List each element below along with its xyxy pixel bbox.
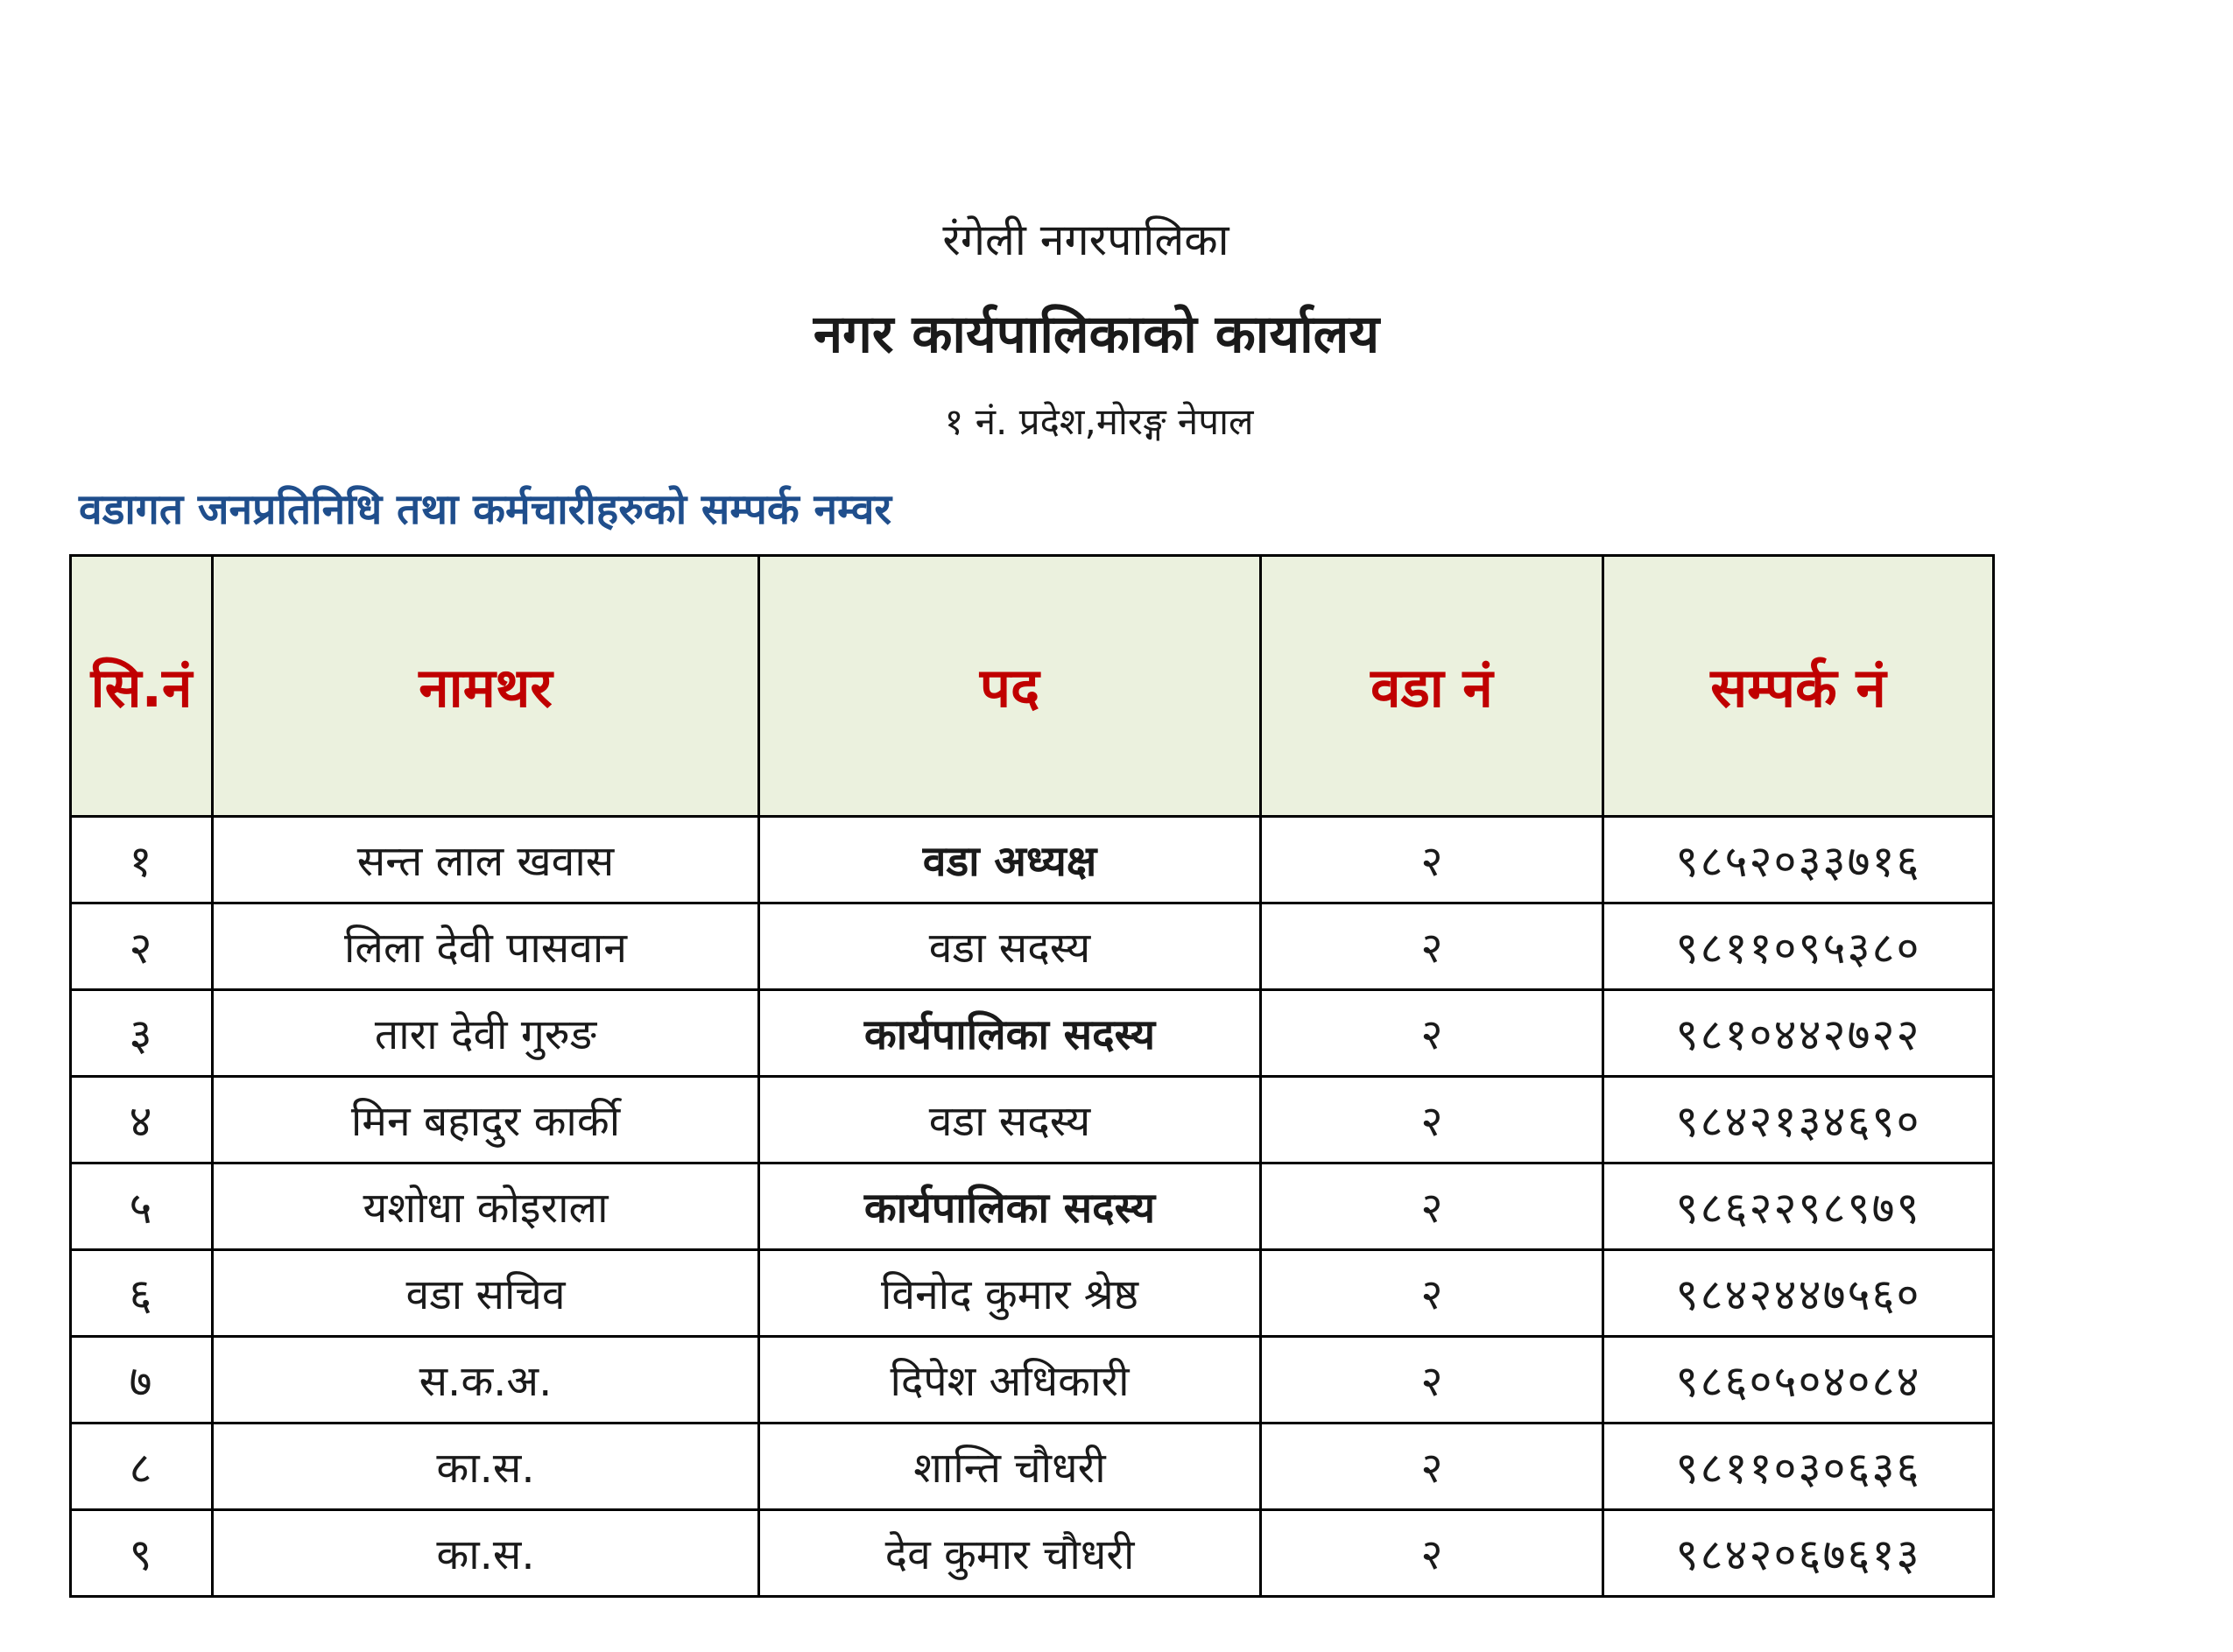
cell-ward: २ bbox=[1261, 1250, 1603, 1337]
cell-sn: ८ bbox=[71, 1424, 213, 1510]
cell-contact: ९८४२१३४६९० bbox=[1603, 1077, 1994, 1163]
cell-ward: २ bbox=[1261, 990, 1603, 1077]
cell-post: शान्ति चौधरी bbox=[759, 1424, 1261, 1510]
table-row bbox=[71, 1510, 1994, 1597]
col-header-name: नामथर bbox=[213, 556, 759, 817]
cell-sn: ७ bbox=[71, 1337, 213, 1424]
cell-post: दिपेश अधिकारी bbox=[759, 1337, 1261, 1424]
cell-contact: ९८६२२९८९७९ bbox=[1603, 1163, 1994, 1250]
table-row bbox=[71, 1163, 1994, 1250]
cell-contact: ९८११०३०६३६ bbox=[1603, 1424, 1994, 1510]
cell-name: का.स. bbox=[213, 1510, 759, 1597]
cell-post: वडा सदस्य bbox=[759, 903, 1261, 990]
cell-name: तारा देवी गुरुङ bbox=[213, 990, 759, 1077]
cell-sn: ६ bbox=[71, 1250, 213, 1337]
table-row bbox=[71, 1250, 1994, 1337]
cell-post: विनोद कुमार श्रेष्ठ bbox=[759, 1250, 1261, 1337]
col-header-contact: सम्पर्क नं bbox=[1603, 556, 1994, 817]
cell-name: सन्त लाल खवास bbox=[213, 817, 759, 903]
cell-name: यशोधा कोइराला bbox=[213, 1163, 759, 1250]
cell-contact: ९८४२४४७५६० bbox=[1603, 1250, 1994, 1337]
cell-ward: २ bbox=[1261, 817, 1603, 903]
cell-contact: ९८११०९५३८० bbox=[1603, 903, 1994, 990]
table-row bbox=[71, 817, 1994, 903]
municipality-name: रंगेली नगरपालिका bbox=[942, 214, 1229, 265]
cell-sn: ४ bbox=[71, 1077, 213, 1163]
contact-table bbox=[69, 554, 1995, 1598]
cell-ward: २ bbox=[1261, 1510, 1603, 1597]
cell-contact: ९८४२०६७६१३ bbox=[1603, 1510, 1994, 1597]
cell-name: का.स. bbox=[213, 1424, 759, 1510]
cell-sn: १ bbox=[71, 817, 213, 903]
table-row bbox=[71, 990, 1994, 1077]
cell-post: कार्यपालिका सदस्य bbox=[759, 990, 1261, 1077]
cell-ward: २ bbox=[1261, 1424, 1603, 1510]
cell-contact: ९८१०४४२७२२ bbox=[1603, 990, 1994, 1077]
cell-contact: ९८५२०३३७१६ bbox=[1603, 817, 1994, 903]
cell-name: लिला देवी पासवान bbox=[213, 903, 759, 990]
table-subtitle: वडागत जनप्रतिनिधि तथा कर्मचारीहरुको सम्पर्क नम्वर bbox=[79, 485, 892, 534]
office-title: नगर कार्यपालिकाको कार्यालय bbox=[813, 304, 1380, 365]
cell-ward: २ bbox=[1261, 1077, 1603, 1163]
cell-name: स.क.अ. bbox=[213, 1337, 759, 1424]
cell-sn: ३ bbox=[71, 990, 213, 1077]
cell-post: वडा अध्यक्ष bbox=[759, 817, 1261, 903]
table-row bbox=[71, 1077, 1994, 1163]
col-header-ward: वडा नं bbox=[1261, 556, 1603, 817]
cell-ward: २ bbox=[1261, 1337, 1603, 1424]
address: १ नं. प्रदेश,मोरङ्ग नेपाल bbox=[944, 400, 1254, 443]
cell-sn: ९ bbox=[71, 1510, 213, 1597]
cell-name: वडा सचिव bbox=[213, 1250, 759, 1337]
cell-sn: २ bbox=[71, 903, 213, 990]
col-header-post: पद bbox=[759, 556, 1261, 817]
table-row bbox=[71, 1424, 1994, 1510]
table-header-row bbox=[71, 556, 1994, 817]
cell-ward: २ bbox=[1261, 903, 1603, 990]
cell-contact: ९८६०५०४०८४ bbox=[1603, 1337, 1994, 1424]
cell-post: देव कुमार चौधरी bbox=[759, 1510, 1261, 1597]
cell-post: वडा सदस्य bbox=[759, 1077, 1261, 1163]
table-row bbox=[71, 903, 1994, 990]
col-header-sn: सि.नं bbox=[71, 556, 213, 817]
cell-ward: २ bbox=[1261, 1163, 1603, 1250]
cell-post: कार्यपालिका सदस्य bbox=[759, 1163, 1261, 1250]
cell-name: मिन बहादुर कार्की bbox=[213, 1077, 759, 1163]
cell-sn: ५ bbox=[71, 1163, 213, 1250]
table-row bbox=[71, 1337, 1994, 1424]
